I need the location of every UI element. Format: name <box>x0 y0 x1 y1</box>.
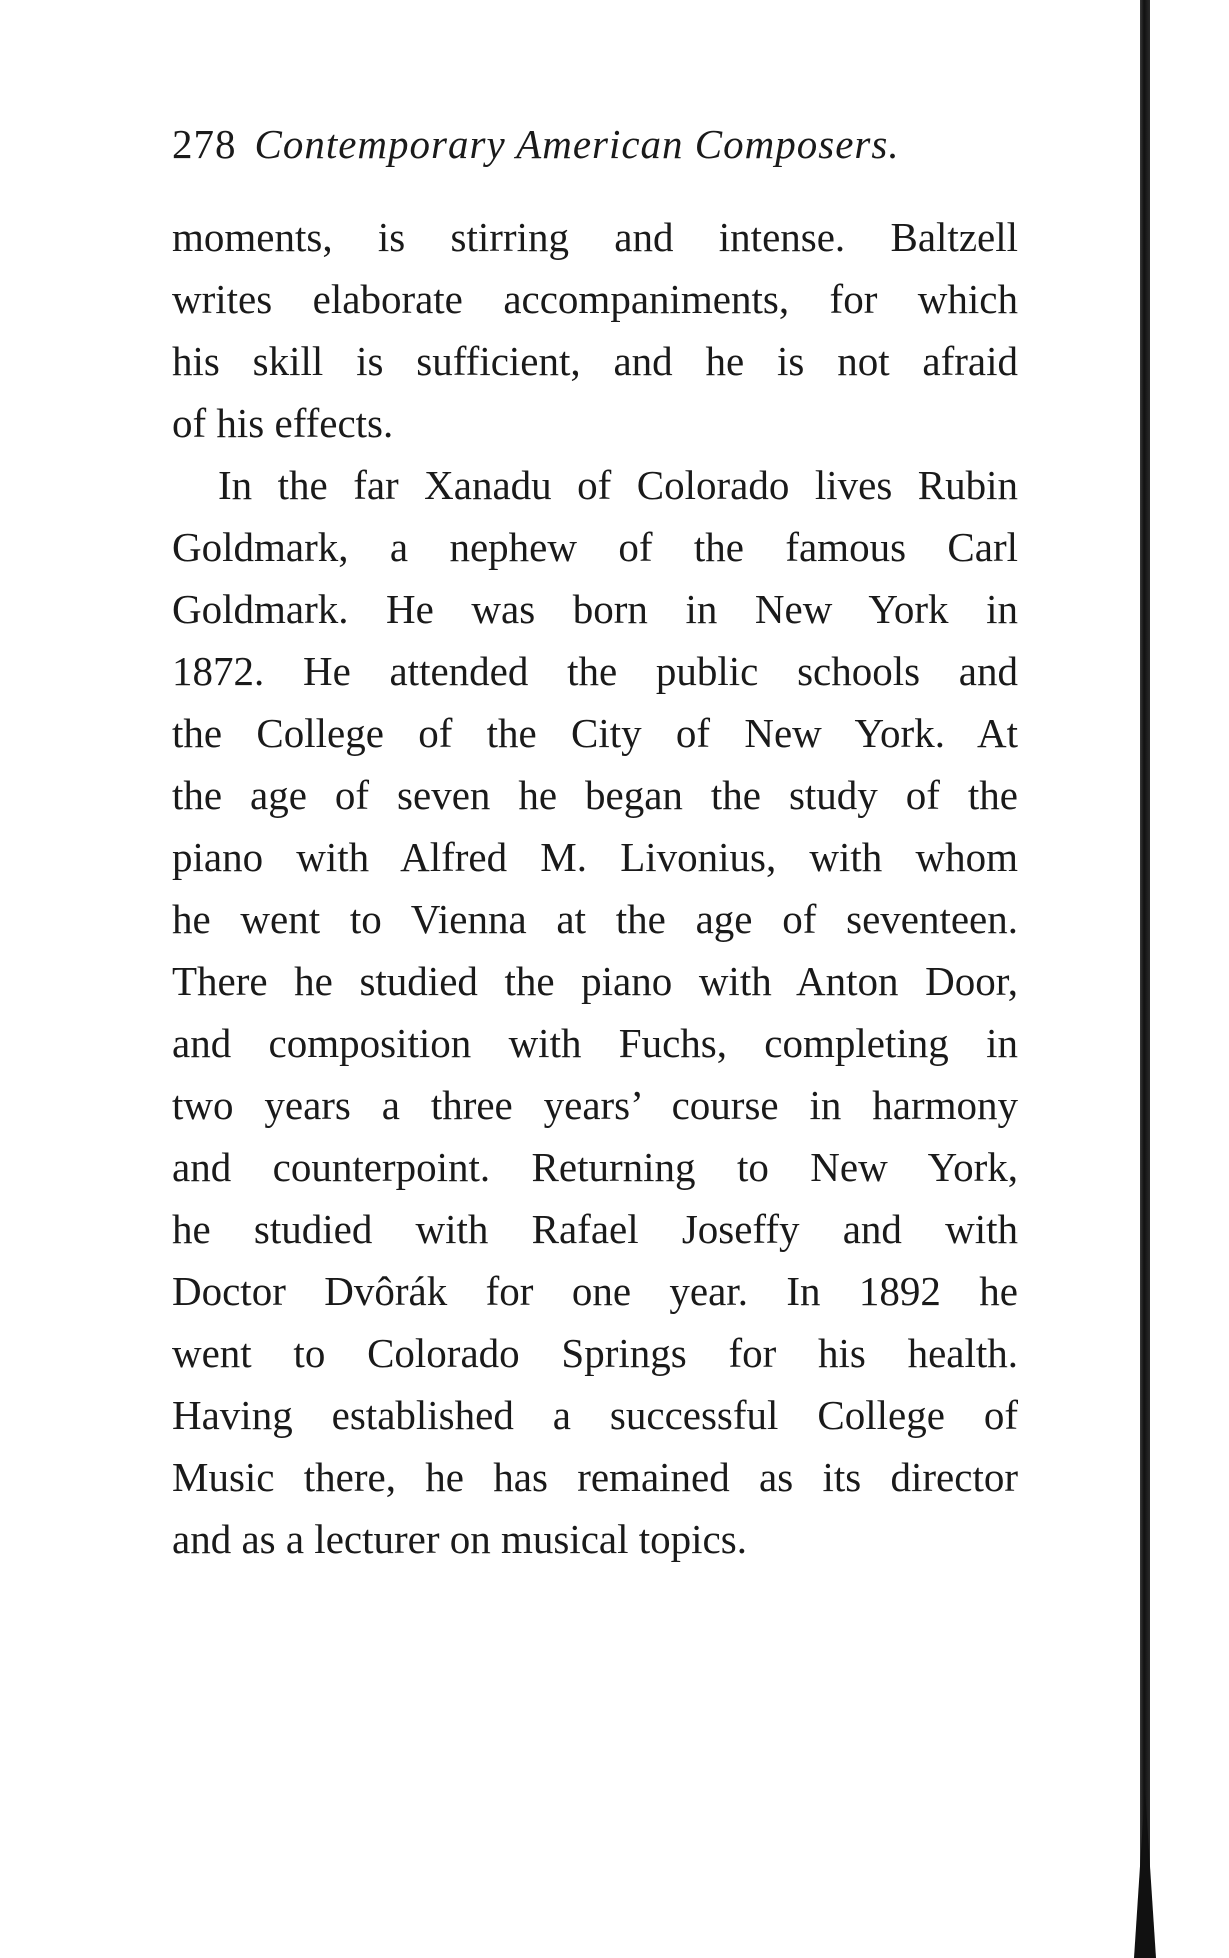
text-line: and as a lecturer on musical topics. <box>172 1516 747 1562</box>
text-line: his skill is sufficient, and he is not afraid <box>172 338 1018 384</box>
text-line: Having established a successful College of <box>172 1392 1018 1438</box>
page-spine-foot <box>1134 1790 1156 1958</box>
text-line: 1872. He attended the public schools and <box>172 648 1018 694</box>
running-head <box>172 120 900 168</box>
text-line: Goldmark, a nephew of the famous Carl <box>172 524 1018 570</box>
text-line: went to Colorado Springs for his health. <box>172 1330 1018 1376</box>
text-line: the College of the City of New York. At <box>172 710 1018 756</box>
text-line: piano with Alfred M. Livonius, with whom <box>172 834 1018 880</box>
text-line: of his effects. <box>172 400 394 446</box>
running-title: Contemporary American Composers. <box>254 121 900 167</box>
text-line: the age of seven he began the study of the <box>172 772 1018 818</box>
body-text <box>172 206 1018 1570</box>
text-line: and composition with Fuchs, completing in <box>172 1020 1018 1066</box>
page-number: 278 <box>172 121 237 167</box>
text-line: and counterpoint. Returning to New York, <box>172 1144 1018 1190</box>
text-line: Goldmark. He was born in New York in <box>172 586 1018 632</box>
text-line: two years a three years’ course in harmony <box>172 1082 1018 1128</box>
text-line: Music there, he has remained as its director <box>172 1454 1018 1500</box>
text-line: he studied with Rafael Joseffy and with <box>172 1206 1018 1252</box>
text-line: writes elaborate accompaniments, for which <box>172 276 1018 322</box>
paragraph-start-line: In the far Xanadu of Colorado lives Rubin <box>218 462 1018 508</box>
text-line: he went to Vienna at the age of seventeen. <box>172 896 1018 942</box>
text-line: moments, is stirring and intense. Baltzell <box>172 214 1018 260</box>
text-line: Doctor Dvôrák for one year. In 1892 he <box>172 1268 1018 1314</box>
page-spine-edge <box>1140 0 1150 1958</box>
text-line: There he studied the piano with Anton Door, <box>172 958 1018 1004</box>
